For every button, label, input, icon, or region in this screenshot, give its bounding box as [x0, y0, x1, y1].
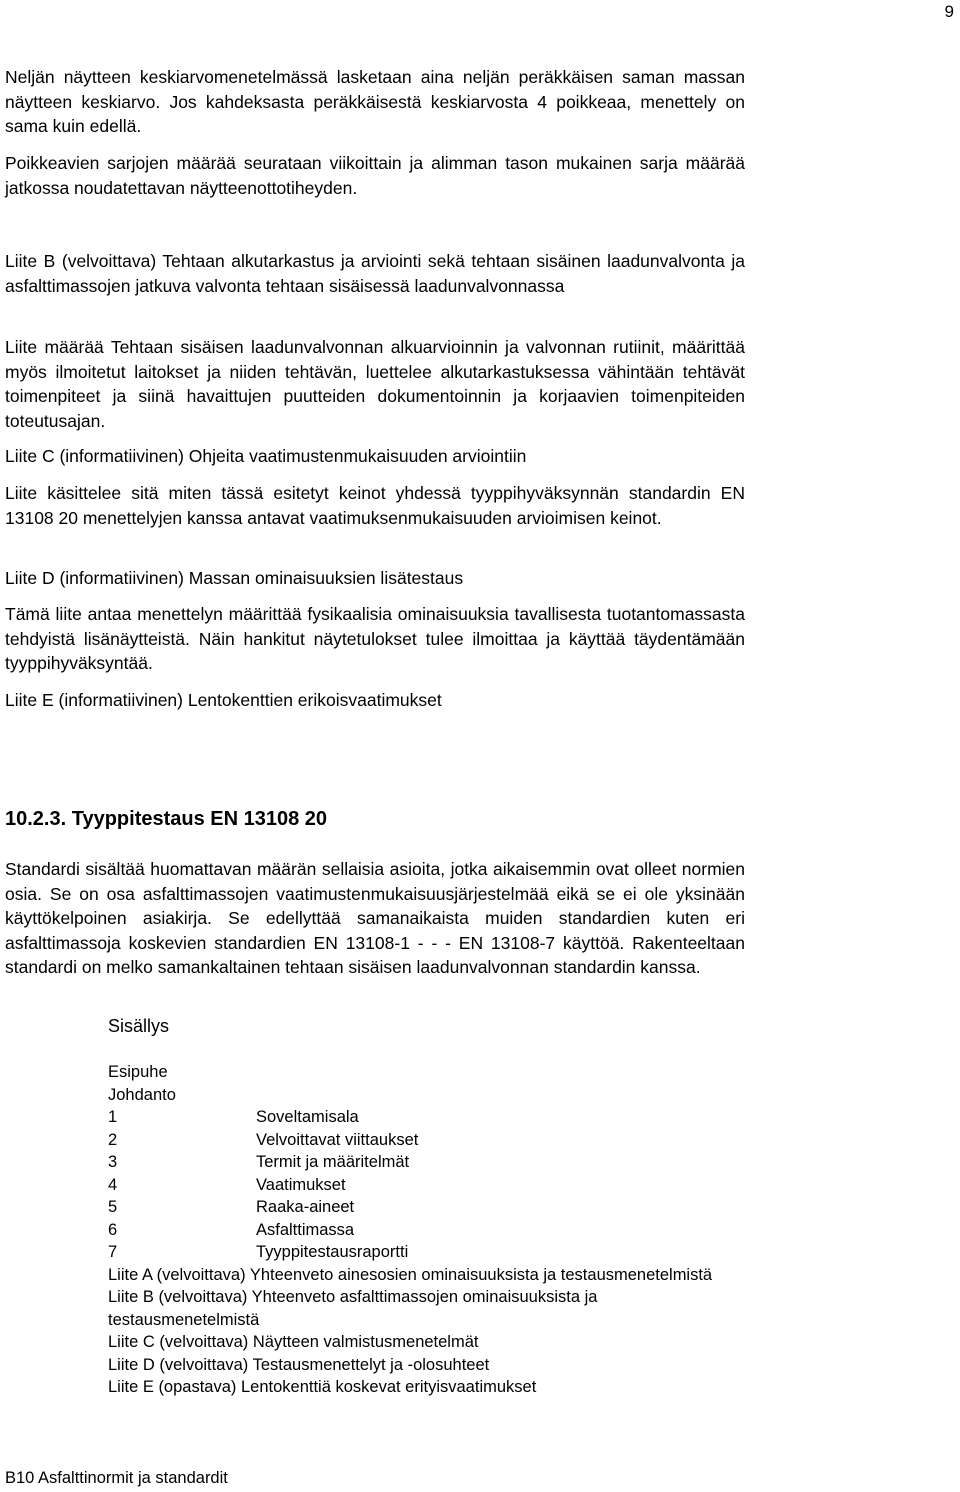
toc-chapter-number: 5 — [108, 1198, 118, 1216]
annex-c-block — [5, 444, 745, 469]
toc-chapter-label: Soveltamisala — [256, 1108, 359, 1126]
page-footer: B10 Asfalttinormit ja standardit — [5, 1469, 228, 1487]
toc-title: Sisällys — [108, 1016, 170, 1036]
toc-annex-d: Liite D (velvoittava) Testausmenettelyt ja -olosuhteet — [108, 1355, 490, 1374]
section-body-block — [5, 857, 745, 980]
toc-annex-a: Liite A (velvoittava) Yhteenveto ainesosien ominaisuuksista ja testausmenetelmistä — [108, 1265, 713, 1284]
toc-chapter — [108, 1129, 748, 1152]
annex-c-description: Liite käsittelee sitä miten tässä esitetyt keinot yhdessä tyyppihyväksynnän standardin EN 13108 20 menettelyjen kanssa antavat vaatimuksenmukaisuuden arvioimisen keinot. — [5, 483, 745, 528]
toc-chapter-label: Tyyppitestausraportti — [256, 1243, 409, 1261]
toc-chapter — [108, 1241, 748, 1264]
toc-chapter-label: Velvoittavat viittaukset — [256, 1130, 419, 1149]
annex-b-desc-block — [5, 335, 745, 433]
annex-b-description: Liite määrää Tehtaan sisäisen laadunvalvonnan alkuarvioinnin ja valvonnan rutiinit, määrittää myös ilmoitetut laitokset ja niiden tehtävän, luettelee alkutarkastuksessa vähintään tehtävät toimenpiteet ja siinä havaittujen puutteiden dokumentoinnin ja korjaavien toimenpiteiden toteutusajan. — [5, 337, 745, 431]
toc-chapter — [108, 1219, 748, 1242]
annex-c-desc-block — [5, 481, 745, 530]
page-number: 9 — [944, 2, 954, 21]
toc-chapter-label: Raaka-aineet — [256, 1198, 355, 1216]
annex-d-desc-block — [5, 602, 745, 676]
section-body: Standardi sisältää huomattavan määrän sellaisia asioita, jotka aikaisemmin ovat olleet normien osia. Se on osa asfalttimassojen vaatimustenmukaisuusjärjestelmää eikä se ei ole yksinään käyttökelpoinen asiakirja. Se edellyttää samanaikaista muiden standardien kuten eri asfalttimassoja koskevien standardien EN 13108-1 - - - EN 13108-7 käyttöä. Rakenteeltaan standardi on melko samankaltainen tehtaan sisäisen laadunvalvonnan standardin kanssa. — [5, 859, 745, 977]
annex-d-description: Tämä liite antaa menettelyn määrittää fysikaalisia ominaisuuksia tavallisesta tuotantomassasta tehdyistä lisänäytteistä. Näin hankitut näytetulokset tulee ilmoittaa ja käyttää täydentämään tyyppihyväksyntää. — [5, 604, 745, 673]
toc-chapter-number: 1 — [108, 1108, 118, 1126]
section-heading: 10.2.3. Tyyppitestaus EN 13108 20 — [5, 808, 328, 830]
toc-chapter — [108, 1174, 748, 1197]
annex-b-title: Liite B (velvoittava) Tehtaan alkutarkastus ja arviointi sekä tehtaan sisäinen laadunvalvonta ja asfalttimassojen jatkuva valvonta tehtaan sisäisessä laadunvalvonnassa — [5, 251, 745, 296]
toc-chapter-number: 4 — [108, 1175, 118, 1194]
paragraph-poikkeavien: Poikkeavien sarjojen määrää seurataan viikoittain ja alimman tason mukainen sarja määrää jatkossa noudatettavan näytteenottotiheyden. — [5, 153, 745, 198]
toc-annex-c: Liite C (velvoittava) Näytteen valmistusmenetelmät — [108, 1333, 479, 1351]
toc-chapter-label: Vaatimukset — [256, 1175, 346, 1194]
toc-chapter-number: 6 — [108, 1220, 118, 1239]
toc-chapter — [108, 1196, 748, 1219]
paragraph-neljan-naytteen: Neljän näytteen keskiarvomenetelmässä lasketaan aina neljän peräkkäisen saman massan näytteen keskiarvo. Jos kahdeksasta peräkkäisestä keskiarvosta 4 poikkeaa, menettely on sama kuin edellä. — [5, 67, 745, 136]
toc-chapter-number: 2 — [108, 1130, 118, 1149]
paragraph-intro — [5, 65, 745, 139]
toc-chapter-number: 7 — [108, 1243, 118, 1261]
annex-c-title: Liite C (informatiivinen) Ohjeita vaatimustenmukaisuuden arviointiin — [5, 446, 527, 466]
annex-d-block — [5, 566, 745, 591]
toc-chapter-label: Termit ja määritelmät — [256, 1153, 410, 1171]
annex-b-block — [5, 249, 745, 298]
toc-annex-e: Liite E (opastava) Lentokenttiä koskevat erityisvaatimukset — [108, 1378, 537, 1396]
annex-e-title: Liite E (informatiivinen) Lentokenttien erikoisvaatimukset — [5, 690, 442, 710]
table-of-contents — [108, 1061, 748, 1399]
toc-annex-b: Liite B (velvoittava) Yhteenveto asfalttimassojen ominaisuuksista ja testausmenetelmistä — [108, 1288, 598, 1329]
toc-chapter-label: Asfalttimassa — [256, 1220, 355, 1239]
toc-chapter — [108, 1106, 748, 1129]
annex-e-block — [5, 688, 745, 713]
toc-chapter-number: 3 — [108, 1153, 118, 1171]
toc-item-introduction: Johdanto — [108, 1085, 176, 1104]
paragraph-block — [5, 151, 745, 200]
annex-d-title: Liite D (informatiivinen) Massan ominaisuuksien lisätestaus — [5, 568, 464, 588]
toc-chapter — [108, 1151, 748, 1174]
toc-item-preface: Esipuhe — [108, 1063, 168, 1081]
